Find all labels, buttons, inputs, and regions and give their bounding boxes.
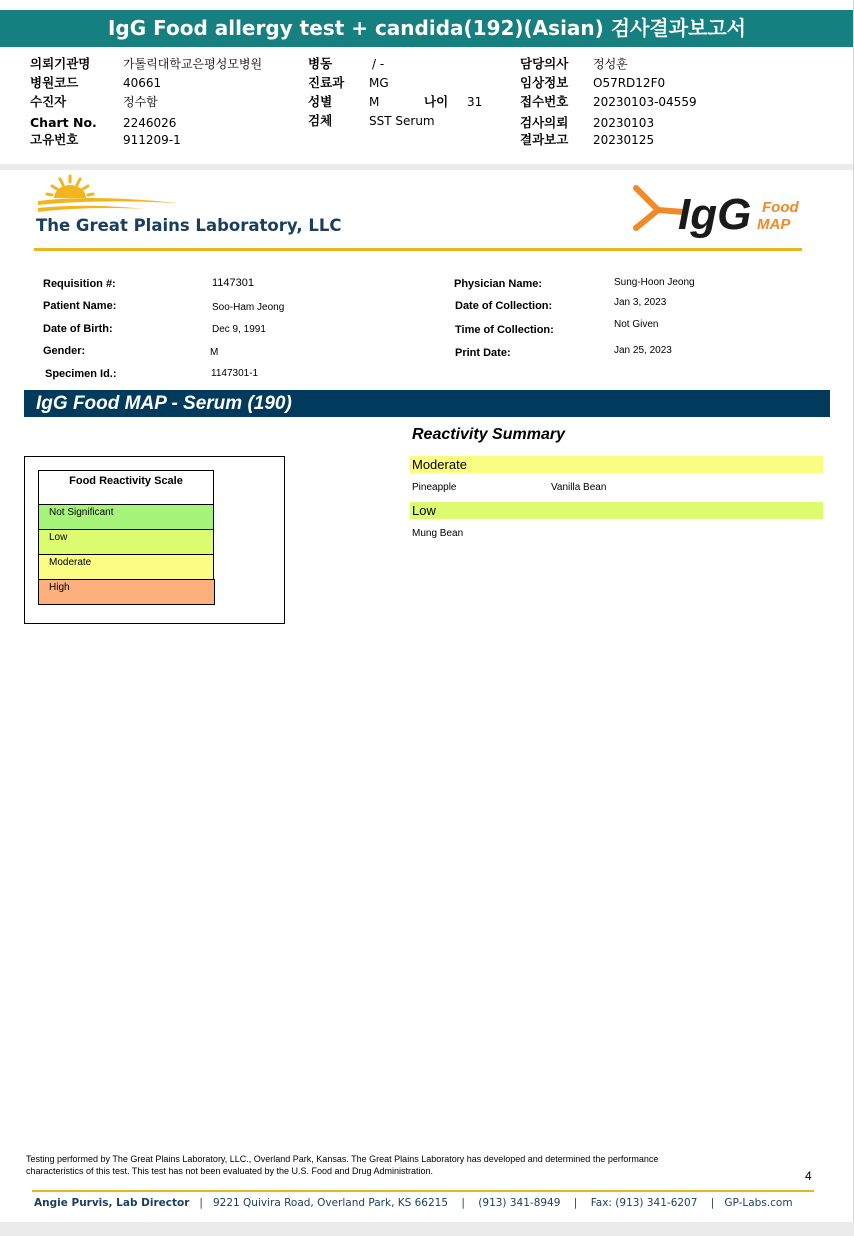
scale-level-high: High [38, 579, 215, 605]
collection-date-value: Jan 3, 2023 [614, 297, 667, 308]
dept-label: 진료과 [308, 75, 345, 90]
receipt-value: 20230103-04559 [593, 95, 697, 109]
physician-value: Sung-Hoon Jeong [614, 277, 695, 288]
footer-gold-rule [32, 1190, 814, 1192]
scale-level-low: Low [38, 530, 214, 555]
dob-value: Dec 9, 1991 [212, 324, 266, 335]
footer-divider: | [700, 1197, 721, 1209]
doctor-label: 담당의사 [520, 56, 569, 71]
patient-label: 수진자 [30, 94, 67, 109]
physician-label: Physician Name: [454, 278, 543, 290]
request-label: 검사의뢰 [520, 115, 569, 130]
ward-value: / - [372, 57, 385, 71]
footer-phone: (913) 341-8949 [478, 1197, 561, 1209]
doctor-value: 정성훈 [593, 57, 628, 71]
unique-id-label: 고유번호 [30, 132, 79, 147]
collection-date-label: Date of Collection: [455, 300, 553, 312]
sex-label: 성별 [308, 94, 333, 109]
disclaimer-line-1: Testing performed by The Great Plains Laboratory, LLC., Overland Park, Kansas. The Great Plains Laboratory has developed and determined the performance [26, 1154, 659, 1164]
chart-no-label: Chart No. [30, 115, 97, 130]
summary-food-item: Mung Bean [412, 528, 464, 539]
request-value: 20230103 [593, 116, 655, 130]
summary-food-item: Pineapple [412, 482, 457, 493]
sun-logo-icon [36, 174, 181, 216]
disclaimer [26, 1153, 786, 1177]
reactivity-summary-title: Reactivity Summary [412, 426, 565, 443]
clinical-value: O57RD12F0 [593, 76, 666, 90]
patient-name-value: Soo-Ham Jeong [212, 302, 285, 313]
dob-label: Date of Birth: [43, 323, 113, 335]
footer-website[interactable]: GP-Labs.com [724, 1197, 793, 1209]
footer-divider: | [563, 1197, 588, 1209]
gender-label: Gender: [43, 345, 86, 357]
map-logo-text: MAP [757, 216, 791, 233]
receipt-label: 접수번호 [520, 94, 569, 109]
dept-value: MG [369, 76, 389, 90]
reactivity-scale-title: Food Reactivity Scale [38, 470, 214, 505]
food-logo-text: Food [762, 199, 799, 216]
footer-divider: | [192, 1197, 210, 1209]
patient-name-label: Patient Name: [43, 300, 117, 312]
header-gold-rule [34, 248, 802, 251]
page-number: 4 [805, 1169, 812, 1183]
gender-value: M [210, 347, 219, 358]
specimen-label: 검체 [308, 113, 333, 128]
ward-label: 병동 [308, 56, 333, 71]
section-title: IgG Food MAP - Serum (190) [24, 390, 830, 417]
specimen-id-label: Specimen Id.: [45, 368, 117, 380]
hospital-code-label: 병원코드 [30, 75, 79, 90]
footer-director: Angie Purvis, Lab Director [34, 1197, 190, 1209]
report-title: IgG Food allergy test + candida(192)(Asian) 검사결과보고서 [0, 10, 854, 47]
patient-value: 정수함 [123, 95, 158, 109]
scale-level-moderate: Moderate [38, 555, 214, 580]
footer [34, 1197, 793, 1209]
collection-time-label: Time of Collection: [455, 324, 554, 336]
requisition-label: Requisition #: [43, 278, 116, 290]
print-date-label: Print Date: [455, 347, 511, 359]
sex-value: M [369, 95, 380, 109]
unique-id-value: 911209-1 [123, 133, 181, 147]
footer-divider: | [451, 1197, 475, 1209]
footer-fax: Fax: (913) 341-6207 [590, 1197, 698, 1209]
age-label: 나이 [424, 94, 449, 109]
lab-name: The Great Plains Laboratory, LLC [36, 216, 342, 235]
age-value: 31 [467, 95, 483, 109]
result-label: 결과보고 [520, 132, 569, 147]
result-value: 20230125 [593, 133, 655, 147]
clinical-label: 임상정보 [520, 75, 569, 90]
summary-low-band: Low [410, 502, 823, 519]
institution-value: 가톨릭대학교은평성모병원 [123, 57, 263, 71]
institution-label: 의뢰기관명 [30, 56, 91, 71]
summary-food-item: Vanilla Bean [551, 482, 607, 493]
specimen-value: SST Serum [369, 114, 435, 128]
summary-moderate-band: Moderate [410, 456, 823, 473]
hospital-code-value: 40661 [123, 76, 162, 90]
collection-time-value: Not Given [614, 319, 659, 330]
print-date-value: Jan 25, 2023 [614, 345, 672, 356]
scale-level-not-significant: Not Significant [38, 505, 214, 530]
footer-address: 9221 Quivira Road, Overland Park, KS 66215 [212, 1197, 449, 1209]
igg-logo-text: IgG [678, 190, 752, 239]
specimen-id-value: 1147301-1 [211, 368, 259, 379]
page-bottom-separator [0, 1222, 854, 1236]
disclaimer-line-2: characteristics of this test. This test has not been evaluated by the U.S. Food and Drug Administration. [26, 1166, 434, 1176]
chart-no-value: 2246026 [123, 116, 177, 130]
requisition-value: 1147301 [212, 277, 255, 289]
page-separator [0, 164, 854, 170]
